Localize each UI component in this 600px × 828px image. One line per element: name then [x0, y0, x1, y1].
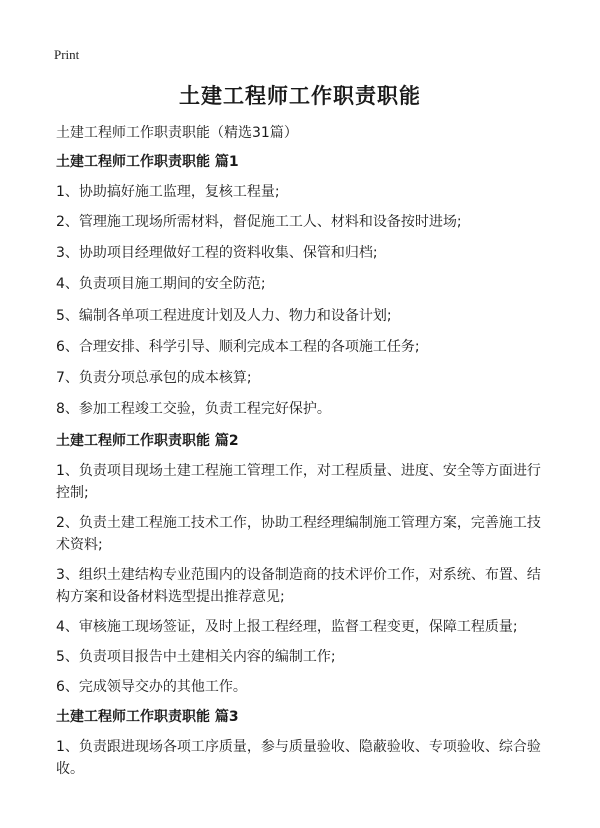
- section-heading: 土建工程师工作职责职能 篇2: [56, 433, 239, 449]
- list-item: 7、负责分项总承包的成本核算;: [56, 370, 252, 386]
- list-item: 3、协助项目经理做好工程的资料收集、保管和归档;: [56, 245, 378, 261]
- list-item: 2、管理施工现场所需材料，督促施工工人、材料和设备按时进场;: [56, 214, 462, 230]
- list-item: 4、审核施工现场签证，及时上报工程经理，监督工程变更，保障工程质量;: [56, 619, 518, 635]
- list-item: 5、负责项目报告中土建相关内容的编制工作;: [56, 649, 336, 665]
- list-item: 4、负责项目施工期间的安全防范;: [56, 276, 266, 292]
- list-item: 1、负责跟进现场各项工序质量，参与质量验收、隐蔽验收、专项验收、综合验收。: [56, 739, 541, 777]
- list-item: 2、负责土建工程施工技术工作，协助工程经理编制施工管理方案，完善施工技术资料;: [56, 515, 541, 553]
- list-item: 5、编制各单项工程进度计划及人力、物力和设备计划;: [56, 308, 392, 324]
- section-1: [56, 151, 550, 171]
- section-heading: 土建工程师工作职责职能 篇3: [56, 709, 239, 725]
- section-heading: 土建工程师工作职责职能 篇1: [56, 154, 239, 170]
- document-subtitle: 土建工程师工作职责职能（精选31篇）: [56, 125, 298, 141]
- list-item: 1、负责项目现场土建工程施工管理工作，对工程质量、进度、安全等方面进行控制;: [56, 463, 541, 501]
- print-link[interactable]: Print: [54, 47, 80, 62]
- list-item: 6、完成领导交办的其他工作。: [56, 679, 247, 695]
- list-item: 1、协助搞好施工监理，复核工程量;: [56, 184, 280, 200]
- list-item: 6、合理安排、科学引导、顺利完成本工程的各项施工任务;: [56, 339, 420, 355]
- section-3: [56, 706, 550, 726]
- page-title: 土建工程师工作职责职能: [179, 84, 421, 108]
- list-item: 8、参加工程竣工交验，负责工程完好保护。: [56, 401, 331, 417]
- section-2: [56, 430, 550, 450]
- list-item: 3、组织土建结构专业范围内的设备制造商的技术评价工作，对系统、布置、结构方案和设备材料选型提出推荐意见;: [56, 567, 541, 605]
